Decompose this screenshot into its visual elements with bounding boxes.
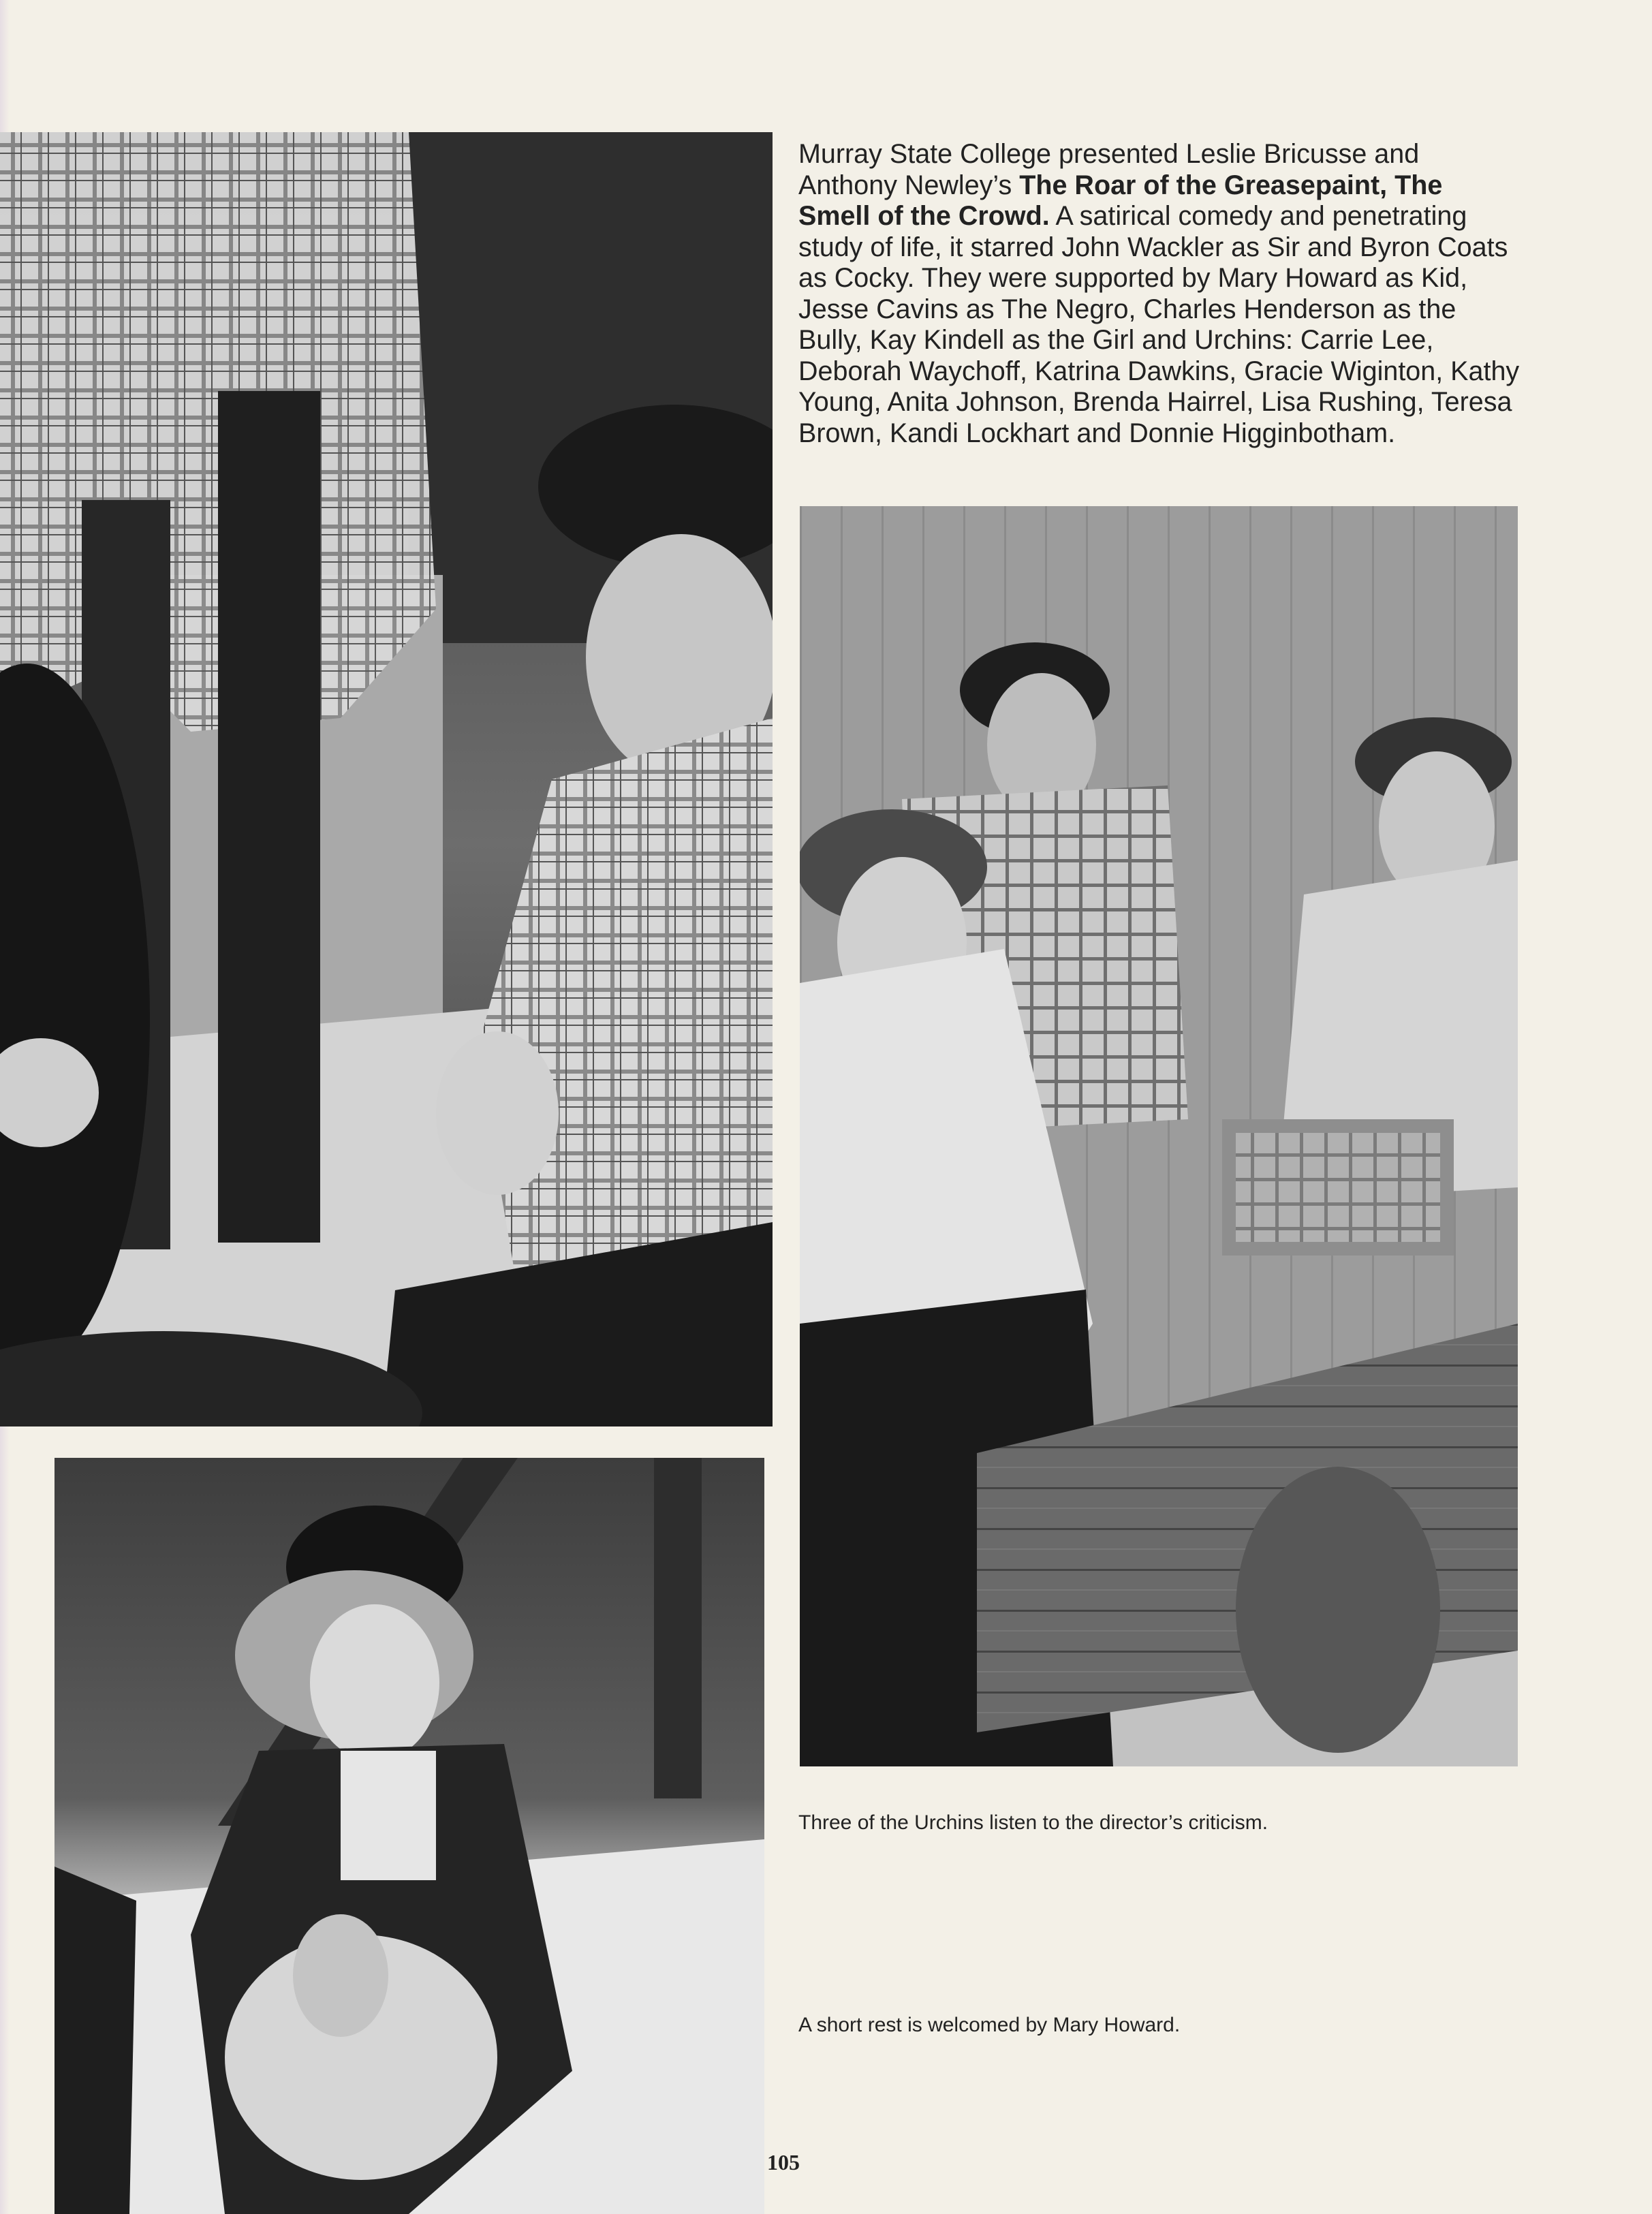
play-title: The Roar of the Greasepaint, The Smell of the Crowd. xyxy=(798,170,1443,231)
photo-three-urchins-image xyxy=(800,506,1518,1766)
photo-mary-howard-resting xyxy=(54,1458,764,2214)
caption-mary-howard: A short rest is welcomed by Mary Howard. xyxy=(798,2014,1181,2036)
intro-body: A satirical comedy and penetrating study of life, it starred John Wackler as Sir and Byron Coats as Cocky. They were supported by Mary Howard as Kid, Jesse Cavins as The Negro, Charles Henderson as the Bully, Kay Kindell as the Girl and Urchins: Carrie Lee, Deborah Waychoff, Katrina Dawkins, Gracie Wiginton, Kathy Young, Anita Johnson, Brenda Hairrel, Lisa Rushing, Teresa Brown, Kandi Lockhart and Donnie Higginbotham. xyxy=(798,201,1520,448)
caption-urchins: Three of the Urchins listen to the director’s criticism. xyxy=(798,1811,1268,1834)
photo-actors-closeup xyxy=(0,132,773,1426)
photo-actors-closeup-image xyxy=(0,132,773,1426)
photo-three-urchins xyxy=(800,506,1518,1766)
photo-mary-howard-resting-image xyxy=(54,1458,764,2214)
intro-paragraph xyxy=(798,139,1521,449)
intro-lead: Murray State College presented Leslie Bricusse and Anthony Newley’s xyxy=(798,139,1420,200)
page-number: 105 xyxy=(767,2150,800,2174)
